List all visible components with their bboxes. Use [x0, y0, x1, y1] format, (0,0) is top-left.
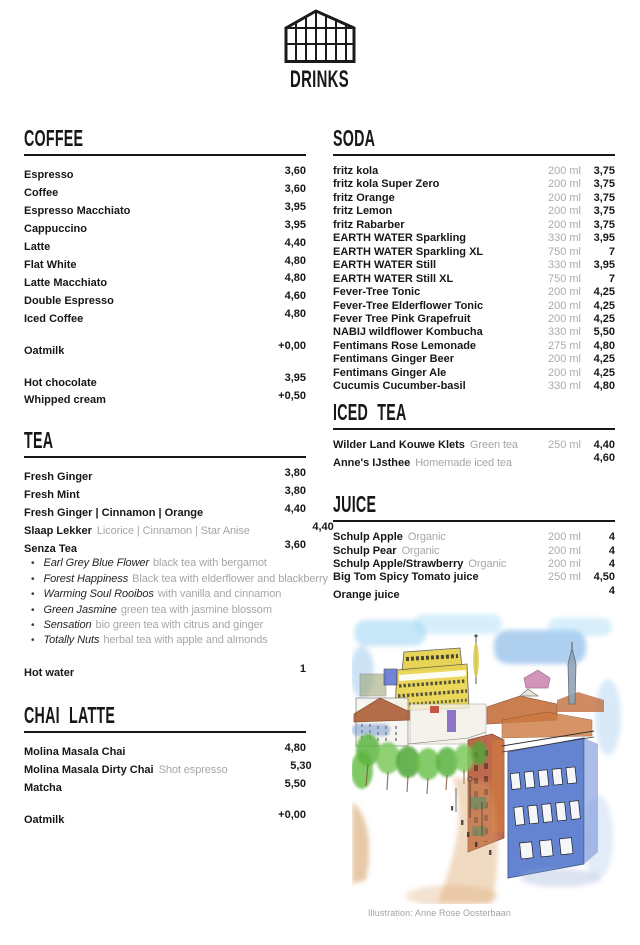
item-description: green tea with jasmine blossom	[120, 603, 272, 616]
item-name: Fentimans Ginger Ale	[333, 366, 447, 379]
item-price: 3,95	[284, 218, 306, 231]
item-volume: 250 ml	[547, 438, 581, 451]
item-pricing	[222, 485, 306, 498]
item-price: 4,80	[284, 254, 306, 267]
item-volume	[222, 778, 272, 791]
menu-item-row	[24, 663, 306, 681]
item-price: 5,50	[284, 777, 306, 790]
menu-item-row	[24, 237, 306, 255]
item-description: Black tea with elderflower and blackberry	[132, 572, 328, 585]
section-title-tea: TEA	[24, 429, 306, 458]
menu-item-row	[333, 286, 615, 299]
item-name: Wilder Land Kouwe Klets	[333, 438, 465, 451]
menu-item-row	[24, 742, 306, 760]
item-pricing	[222, 219, 306, 232]
item-price: 7	[608, 272, 615, 285]
menu-item-row	[24, 340, 306, 358]
item-name: Fresh Ginger | Cinnamon | Orange	[24, 507, 204, 520]
item-volume	[222, 809, 272, 822]
item-name: Fever Tree Pink Grapefruit	[333, 312, 471, 325]
item-pricing	[222, 165, 306, 178]
item-volume: 200 ml	[547, 218, 581, 231]
item-name: Fever-Tree Elderflower Tonic	[333, 299, 484, 312]
item-name: Fresh Mint	[24, 489, 80, 502]
item-volume	[250, 521, 300, 534]
item-price: 4,80	[284, 308, 306, 321]
item-description: Green tea	[469, 438, 518, 451]
menu-item-row	[24, 633, 306, 648]
item-price: 4	[608, 544, 615, 557]
item-price: 4,80	[593, 339, 615, 352]
menu-item-row	[24, 467, 306, 485]
item-price: 4,25	[593, 299, 615, 312]
item-price: 3,60	[284, 538, 306, 551]
tea-items	[24, 466, 334, 681]
menu-item-row	[24, 485, 306, 503]
item-name: Orange juice	[333, 589, 400, 602]
item-name: Double Espresso	[24, 294, 114, 307]
menu-item-row	[333, 558, 615, 571]
section-title-juice: JUICE	[333, 493, 615, 522]
item-volume: 200 ml	[547, 205, 581, 218]
item-volume	[222, 485, 272, 498]
menu-item-row	[24, 372, 306, 390]
item-volume	[228, 760, 278, 773]
menu-item-row	[333, 273, 615, 286]
item-description: Shot espresso	[158, 764, 228, 777]
section-coffee	[24, 127, 306, 408]
item-pricing	[531, 300, 615, 313]
item-pricing	[531, 205, 615, 218]
juice-items	[333, 531, 615, 603]
item-volume: 330 ml	[547, 232, 581, 245]
item-name: Schulp Apple	[333, 531, 403, 544]
item-price: 3,80	[284, 484, 306, 497]
menu-item-row	[333, 205, 615, 218]
item-price: 3,75	[593, 205, 615, 218]
item-pricing	[531, 531, 615, 544]
item-name: Fentimans Ginger Beer	[333, 353, 455, 366]
item-price: 3,95	[284, 200, 306, 213]
item-volume: 200 ml	[547, 191, 581, 204]
menu-item-row	[24, 603, 306, 618]
column-left	[24, 125, 334, 827]
item-volume	[222, 340, 272, 353]
item-pricing	[531, 219, 615, 232]
item-pricing	[222, 390, 306, 403]
menu-item-row	[24, 201, 306, 219]
item-pricing	[222, 237, 306, 250]
item-name: Molina Masala Dirty Chai	[24, 764, 154, 777]
item-name: Flat White	[24, 258, 77, 271]
item-pricing	[531, 353, 615, 366]
item-pricing	[222, 742, 306, 755]
chai-latte-items	[24, 741, 312, 828]
menu-item-row	[333, 585, 615, 603]
item-pricing	[222, 778, 306, 791]
menu-item-row	[24, 587, 306, 602]
item-pricing	[531, 340, 615, 353]
item-volume	[222, 290, 272, 303]
item-name: Fentimans Rose Lemonade	[333, 339, 477, 352]
item-name: Fresh Ginger	[24, 471, 93, 484]
item-price: 4	[608, 557, 615, 570]
iced-tea-items	[333, 439, 615, 470]
item-name: Fever-Tree Tonic	[333, 286, 421, 299]
item-pricing	[531, 326, 615, 339]
menu-item-row	[333, 300, 615, 313]
item-name: • Warming Soul Rooibos	[43, 588, 154, 601]
item-name: fritz Orange	[333, 191, 395, 204]
city-illustration	[352, 612, 626, 904]
item-volume	[222, 539, 272, 552]
menu-item-row	[24, 219, 306, 237]
item-volume	[222, 467, 272, 480]
item-price: 4,80	[593, 380, 615, 393]
item-volume	[222, 390, 272, 403]
item-name: Matcha	[24, 782, 62, 795]
item-price: 5,50	[593, 326, 615, 339]
item-price: 4,60	[284, 290, 306, 303]
menu-item-row	[24, 556, 306, 571]
item-name: Cucumis Cucumber-basil	[333, 380, 466, 393]
menu-item-row	[333, 571, 615, 584]
item-price: 3,80	[284, 466, 306, 479]
section-chai-latte	[24, 701, 312, 828]
menu-item-row	[333, 259, 615, 272]
item-price: 3,95	[284, 372, 306, 385]
item-pricing	[531, 286, 615, 299]
item-pricing	[222, 290, 306, 303]
item-name: Schulp Pear	[333, 544, 397, 557]
item-pricing	[222, 255, 306, 268]
item-price: 4	[608, 584, 615, 597]
item-price: 4,40	[284, 236, 306, 249]
item-volume	[222, 219, 272, 232]
item-name: Latte	[24, 241, 51, 254]
menu-item-row	[24, 358, 306, 372]
item-volume: 200 ml	[547, 557, 581, 570]
item-name: fritz kola Super Zero	[333, 178, 440, 191]
item-volume: 750 ml	[547, 245, 581, 258]
item-volume	[222, 272, 272, 285]
menu-item-row	[333, 439, 615, 452]
item-name: EARTH WATER Sparkling	[333, 232, 467, 245]
menu-item-row	[24, 503, 306, 521]
item-price: 4,25	[593, 286, 615, 299]
item-volume: 750 ml	[547, 272, 581, 285]
item-name: Hot water	[24, 667, 75, 680]
menu-item-row	[24, 390, 306, 408]
item-name: Senza Tea	[24, 542, 77, 555]
item-name: Slaap Lekker	[24, 525, 92, 538]
soda-items	[333, 165, 615, 394]
item-volume	[222, 183, 272, 196]
item-pricing	[531, 232, 615, 245]
menu-item-row	[24, 165, 306, 183]
item-pricing	[222, 503, 306, 516]
item-name: fritz kola	[333, 165, 379, 177]
menu-item-row	[24, 539, 306, 557]
item-volume: 200 ml	[547, 312, 581, 325]
item-volume	[222, 372, 272, 385]
menu-item-row	[24, 759, 312, 778]
menu-item-row	[24, 308, 306, 326]
item-volume: 250 ml	[547, 571, 581, 584]
item-price: 3,95	[593, 232, 615, 245]
item-volume: 200 ml	[547, 165, 581, 177]
item-volume: 200 ml	[547, 531, 581, 544]
item-price: +0,00	[278, 340, 306, 353]
section-title-iced-tea: ICED TEA	[333, 401, 615, 430]
item-volume: 200 ml	[547, 544, 581, 557]
item-price: 4,25	[593, 312, 615, 325]
item-name: Latte Macchiato	[24, 276, 108, 289]
item-volume: 330 ml	[547, 259, 581, 272]
item-price: 4,40	[284, 502, 306, 515]
item-name: Oatmilk	[24, 813, 65, 826]
item-description: herbal tea with apple and almonds	[103, 634, 268, 647]
item-price: 3,75	[593, 165, 615, 177]
item-pricing	[222, 663, 306, 676]
item-name: fritz Lemon	[333, 205, 393, 218]
item-name: Schulp Apple/Strawberry	[333, 557, 464, 570]
item-pricing	[531, 165, 615, 178]
item-pricing	[531, 273, 615, 286]
menu-item-row	[24, 809, 306, 827]
item-name: Espresso	[24, 169, 74, 182]
item-volume	[531, 585, 581, 598]
item-volume	[222, 308, 272, 321]
item-description: Organic	[468, 557, 507, 570]
menu-item-row	[333, 178, 615, 191]
item-pricing	[531, 178, 615, 191]
item-name: Oatmilk	[24, 344, 65, 357]
section-soda	[333, 127, 615, 394]
item-volume	[222, 165, 272, 178]
section-title-coffee: COFFEE	[24, 127, 306, 156]
item-volume: 200 ml	[547, 286, 581, 299]
menu-item-row	[333, 326, 615, 339]
item-name: EARTH WATER Sparkling XL	[333, 245, 484, 258]
menu-item-row	[333, 452, 615, 470]
item-name: EARTH WATER Still XL	[333, 272, 454, 285]
menu-item-row	[333, 380, 615, 393]
item-price: 3,75	[593, 178, 615, 191]
item-price: 7	[608, 245, 615, 258]
item-pricing	[222, 308, 306, 321]
item-volume: 200 ml	[547, 178, 581, 191]
item-volume	[222, 663, 272, 676]
menu-item-row	[333, 219, 615, 232]
item-description: Organic	[407, 531, 446, 544]
coffee-items	[24, 165, 306, 408]
item-price: 3,75	[593, 218, 615, 231]
item-pricing	[228, 760, 312, 773]
menu-item-row	[333, 353, 615, 366]
menu-item-row	[24, 326, 306, 340]
item-name: Hot chocolate	[24, 376, 97, 389]
item-pricing	[222, 809, 306, 822]
item-name: Espresso Macchiato	[24, 205, 131, 218]
item-name: Big Tom Spicy Tomato juice	[333, 571, 479, 584]
item-name: fritz Rabarber	[333, 218, 405, 231]
item-volume	[222, 255, 272, 268]
item-volume: 330 ml	[547, 326, 581, 339]
item-price: 4,80	[284, 272, 306, 285]
menu-item-row	[24, 272, 306, 290]
section-iced-tea	[333, 398, 615, 470]
drinks-wordmark: DRINKS	[290, 66, 350, 93]
blue-building	[502, 731, 598, 878]
item-price: 4,25	[593, 353, 615, 366]
menu-item-row	[24, 183, 306, 201]
item-pricing	[222, 183, 306, 196]
menu-item-row	[333, 531, 615, 544]
item-volume: 200 ml	[547, 299, 581, 312]
section-title-chai-latte: CHAI LATTE	[24, 704, 306, 733]
item-pricing	[222, 467, 306, 480]
item-pricing	[222, 340, 306, 353]
item-price: 4,40	[593, 438, 615, 451]
item-name: EARTH WATER Still	[333, 259, 437, 272]
item-description: Homemade iced tea	[415, 456, 512, 469]
item-pricing	[222, 272, 306, 285]
item-description: bio green tea with citrus and ginger	[95, 619, 264, 632]
item-pricing	[531, 246, 615, 259]
item-pricing	[222, 539, 306, 552]
item-price: 4	[608, 531, 615, 544]
item-volume	[222, 237, 272, 250]
item-volume	[222, 742, 272, 755]
item-price: 3,95	[593, 259, 615, 272]
item-volume: 200 ml	[547, 353, 581, 366]
menu-item-row	[24, 795, 306, 809]
item-price: +0,50	[278, 389, 306, 402]
section-tea	[24, 426, 334, 681]
item-volume: 200 ml	[547, 366, 581, 379]
section-juice	[333, 493, 615, 603]
item-pricing	[222, 372, 306, 385]
item-pricing	[531, 585, 615, 598]
item-description: Organic	[401, 544, 440, 557]
item-volume: 275 ml	[547, 339, 581, 352]
menu-item-row	[333, 367, 615, 380]
menu-item-row	[333, 165, 615, 178]
item-description: Licorice | Cinnamon | Star Anise	[96, 525, 250, 538]
item-pricing	[531, 367, 615, 380]
item-price: 5,30	[290, 759, 312, 772]
item-price: 4,60	[593, 452, 615, 465]
item-name: Whipped cream	[24, 394, 106, 407]
item-price: 3,60	[284, 165, 306, 177]
item-price: 4,50	[593, 571, 615, 584]
item-pricing	[531, 192, 615, 205]
logo	[0, 8, 640, 92]
item-pricing	[531, 259, 615, 272]
menu-item-row	[333, 246, 615, 259]
item-price: 4,40	[312, 520, 334, 533]
item-name: Anne's IJsthee	[333, 456, 411, 469]
menu-item-row	[24, 255, 306, 273]
item-name: Iced Coffee	[24, 312, 84, 325]
menu-item-row	[333, 313, 615, 326]
menu-item-row	[333, 545, 615, 558]
item-pricing	[531, 452, 615, 465]
item-pricing	[531, 558, 615, 571]
item-price: +0,00	[278, 809, 306, 822]
menu-item-row	[24, 649, 306, 663]
menu-item-row	[333, 232, 615, 245]
item-volume	[222, 503, 272, 516]
item-name: • Green Jasmine	[43, 603, 117, 616]
item-name: • Totally Nuts	[43, 634, 100, 647]
item-price: 1	[299, 662, 306, 675]
item-price: 4,25	[593, 366, 615, 379]
item-volume	[531, 452, 581, 465]
item-pricing	[222, 201, 306, 214]
menu-item-row	[24, 618, 306, 633]
item-name: • Forest Happiness	[43, 572, 129, 585]
item-price: 4,80	[284, 741, 306, 754]
item-pricing	[531, 439, 615, 452]
item-pricing	[531, 545, 615, 558]
item-name: Cappuccino	[24, 223, 87, 236]
menu-item-row	[24, 778, 306, 796]
item-name: Coffee	[24, 187, 59, 200]
item-pricing	[531, 380, 615, 393]
item-pricing	[531, 571, 615, 584]
item-description: black tea with bergamot	[153, 557, 267, 570]
item-name: Molina Masala Chai	[24, 746, 126, 759]
item-description: with vanilla and cinnamon	[157, 588, 282, 601]
menu-item-row	[24, 572, 328, 587]
item-volume	[222, 201, 272, 214]
illustration-credit: Illustration: Anne Rose Oosterbaan	[368, 908, 511, 918]
menu-item-row	[333, 340, 615, 353]
item-name: • Earl Grey Blue Flower	[43, 557, 150, 570]
item-price: 3,60	[284, 182, 306, 195]
section-title-soda: SODA	[333, 127, 615, 156]
item-name: • Sensation	[43, 619, 92, 632]
item-name: NABIJ wildflower Kombucha	[333, 326, 483, 339]
greenhouse-icon	[280, 8, 360, 65]
item-pricing	[250, 521, 334, 534]
menu-item-row	[333, 192, 615, 205]
item-pricing	[531, 313, 615, 326]
item-volume: 330 ml	[547, 380, 581, 393]
menu-item-row	[24, 290, 306, 308]
menu-item-row	[24, 520, 334, 539]
item-price: 3,75	[593, 191, 615, 204]
